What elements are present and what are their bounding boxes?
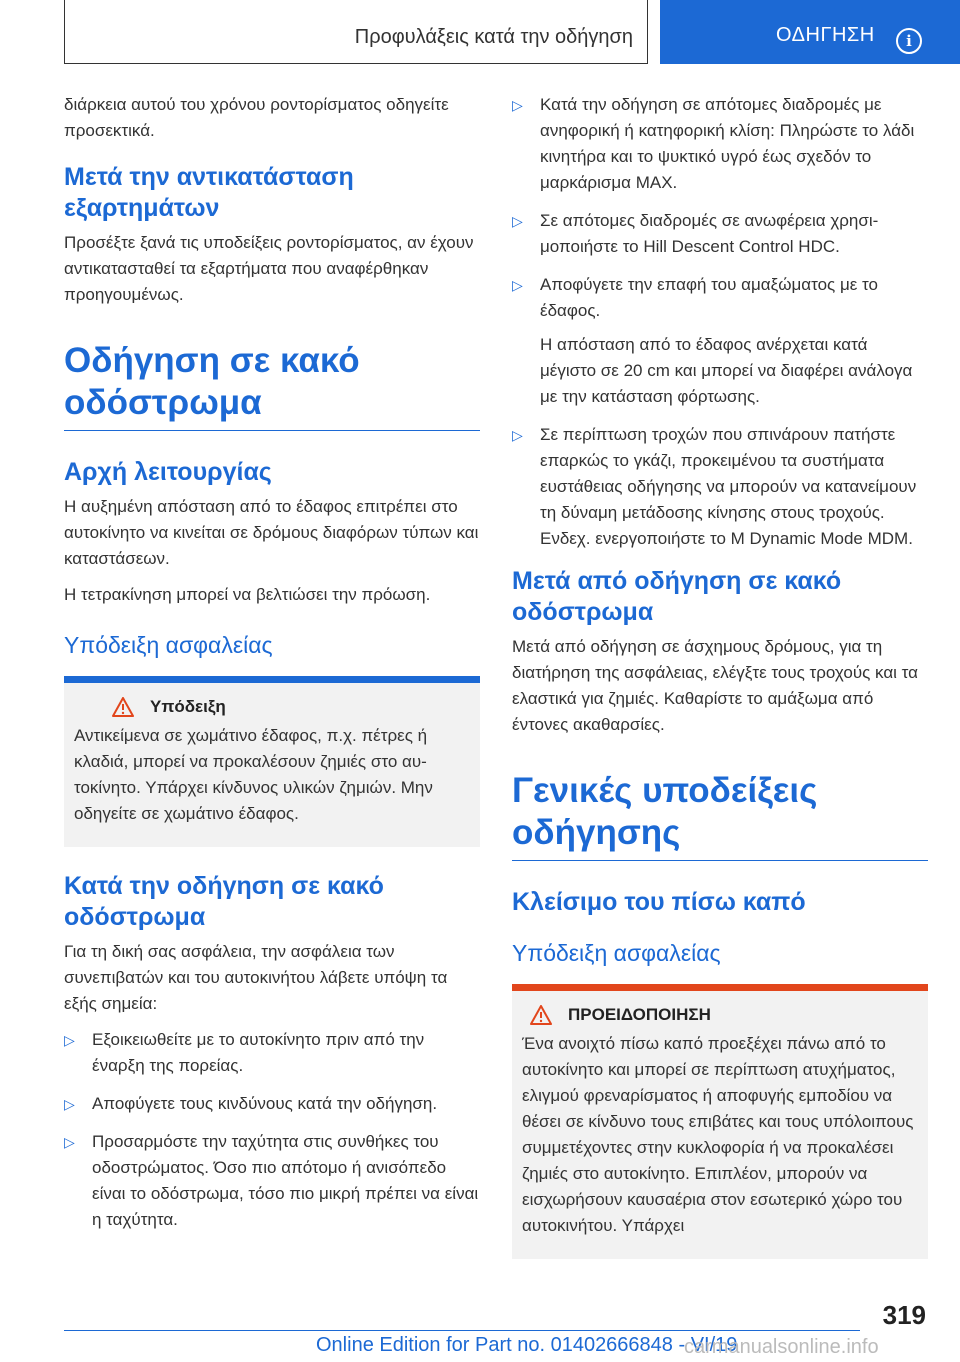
heading-after-bad-road: Μετά από οδήγηση σε κακό οδόστρωμα (512, 567, 842, 626)
list-item-text: Κατά την οδήγηση σε απότομες διαδρομές με ανηφορική ή κατηφορική κλίση: Πληρώστε το λάδι κινητήρα και το ψυκτικό υγρό έως σχεδόν το μαρκάρισμα MAX. (540, 95, 915, 192)
paragraph: Η τετρακίνηση μπορεί να βελτιώσει την πρόωση. (64, 585, 431, 604)
warning-text: Ένα ανοιχτό πίσω καπό προεξέχει πάνω από το αυτοκίνητο και μπορεί σε περίπτωση ατυχήματος, ελιγμού φρεναρίσματος ή αποφυγής εμποδίου να θέσει σε κίνδυνο τους επιβάτες και τους υπόλοιπους συμμετέχοντες στην κυκλοφορία ή να προκαλέσει ζημιές στο αυτοκίνητο. Επιπλέον, μπορούν να εισχωρήσουν καυσαέρια στον εσωτερικό χώρο του αυτοκινήτου. Υπάρχει (522, 1034, 914, 1235)
footer-edition: Online Edition for Part no. 01402666848 - VI/19 (316, 1334, 738, 1356)
bullet-list (512, 92, 928, 552)
triangle-bullet-icon: ▷ (512, 277, 523, 293)
note-title-row (74, 697, 470, 717)
paragraph: Μετά από οδήγηση σε άσχημους δρόμους, για τη διατήρηση της ασφάλειας, ελέγξτε τους τροχούς και τα ελαστικά για ζημιές. Καθαρίστε το αμάξωμα από έντονες ακαθαρσίες. (512, 637, 918, 734)
paragraph: Προσέξτε ξανά τις υποδείξεις ροντορίσματος, αν έχουν αντικατασταθεί τα εξαρτήματα που αναφέρθηκαν προηγουμένως. (64, 233, 474, 304)
page-number: 319 (882, 1300, 926, 1330)
warning-box (512, 984, 928, 1259)
heading-during: Κατά την οδήγηση σε κακό οδόστρωμα (64, 872, 384, 931)
triangle-bullet-icon: ▷ (64, 1096, 75, 1112)
note-box (64, 676, 480, 847)
list-item (64, 1027, 480, 1079)
list-item (512, 92, 928, 196)
heading-tailgate: Κλείσιμο του πίσω καπό (512, 888, 806, 916)
header-chapter-label: ΟΔΗΓΗΣΗ (776, 24, 875, 46)
list-item (512, 208, 928, 260)
list-item-text: Σε περίπτωση τροχών που σπινάρουν πατήστε επαρκώς το γκάζι, προκειμένου τα συστήματα ευστάθειας οδήγησης να μπορούν να κατανείμουν τη δύναμη μετάδοσης κίνησης στους τροχούς. Ενδεχ. ενεργοποιήστε το M Dynamic Mode MDM. (540, 425, 917, 548)
list-item-text: Αποφύγετε τους κινδύνους κατά την οδήγηση. (92, 1094, 438, 1113)
heading-bad-road: Οδήγηση σε κακό οδόστρωμα (64, 341, 360, 422)
warning-title-row (522, 1005, 918, 1025)
heading-safety: Υπόδειξη ασφαλείας (64, 632, 273, 658)
list-item-text: Εξοικειωθείτε με το αυτοκίνητο πριν από την έναρξη της πορείας. (92, 1030, 425, 1075)
header-section-box (64, 0, 648, 64)
header-chapter-tab[interactable] (660, 0, 960, 64)
paragraph: διάρκεια αυτού του χρόνου ροντορίσματος οδηγείτε προσεκτικά. (64, 95, 449, 140)
list-item (512, 422, 928, 552)
heading-safety: Υπόδειξη ασφαλείας (512, 940, 721, 966)
paragraph: Η αυξημένη απόσταση από το έδαφος επιτρέπει στο αυτοκίνητο να κινείται σε δρόμους διαφόρων τύπων και καταστάσεων. (64, 497, 479, 568)
heading-rule (64, 340, 480, 431)
heading-rule (512, 770, 928, 861)
triangle-bullet-icon: ▷ (512, 213, 523, 229)
list-item (64, 1129, 480, 1233)
warning-triangle-icon (530, 1005, 552, 1025)
info-icon[interactable]: i (896, 28, 922, 54)
list-item-subtext: Η απόσταση από το έδαφος ανέρχεται κατά μέγιστο σε 20 cm και μπορεί να διαφέρει ανάλογα με την κατάσταση φόρτωσης. (540, 335, 913, 406)
warning-triangle-icon (112, 697, 134, 717)
paragraph: Για τη δική σας ασφάλεια, την ασφάλεια των συνεπιβατών και του αυτοκινήτου λάβετε υπόψη τα εξής σημεία: (64, 942, 448, 1013)
list-item-text: Σε απότομες διαδρομές σε ανωφέρεια χρησιμοποιήστε το Hill Descent Control HDC. (540, 211, 879, 256)
triangle-bullet-icon: ▷ (512, 97, 523, 113)
list-item-text: Αποφύγετε την επαφή του αμαξώματος με το έδαφος. (540, 275, 878, 320)
note-title: Υπόδειξη (150, 697, 226, 716)
heading-principle: Αρχή λειτουργίας (64, 458, 272, 486)
note-text: Αντικείμενα σε χωμάτινο έδαφος, π.χ. πέτρες ή κλαδιά, μπορεί να προκαλέσουν ζημιές στο αυτοκίνητο. Υπάρχει κίνδυνος υλικών ζημιών. Μην οδηγείτε σε χωμάτινο έδαφος. (74, 726, 433, 823)
heading-after-replace: Μετά την αντικατάσταση εξαρτημάτων (64, 163, 354, 222)
triangle-bullet-icon: ▷ (512, 427, 523, 443)
footer-rule (64, 1330, 860, 1331)
heading-general: Γενικές υποδείξεις οδήγησης (512, 771, 818, 852)
bullet-list (64, 1027, 480, 1233)
watermark: carmanualsonline.info (684, 1336, 879, 1358)
list-item-text: Προσαρμόστε την ταχύτητα στις συνθήκες του οδοστρώματος. Όσο πιο απότομο ή ανισόπεδο είναι το οδόστρωμα, τόσο πιο μικρή πρέπει να είναι η ταχύτητα. (92, 1132, 479, 1229)
warning-title: ΠΡΟΕΙΔΟΠΟΙΗΣΗ (568, 1005, 711, 1024)
header-section-title: Προφυλάξεις κατά την οδήγηση (354, 26, 633, 48)
list-item (64, 1091, 480, 1117)
triangle-bullet-icon: ▷ (64, 1032, 75, 1048)
right-column (512, 92, 928, 1283)
triangle-bullet-icon: ▷ (64, 1134, 75, 1150)
left-column (64, 92, 480, 1245)
list-item (512, 272, 928, 410)
